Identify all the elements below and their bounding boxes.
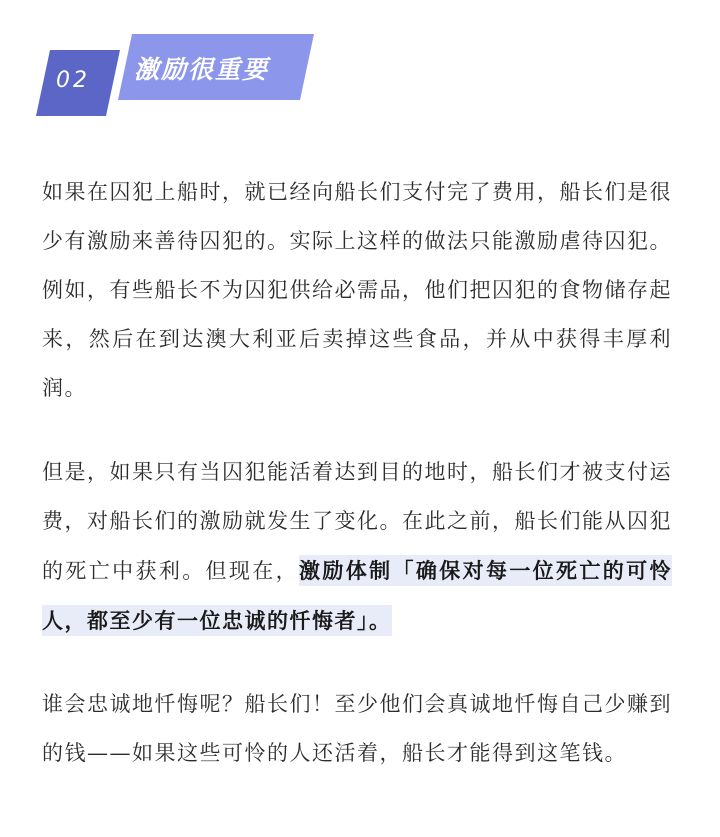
paragraph-2 [42, 448, 672, 646]
paragraph-2-text: 但是，如果只有当囚犯能活着达到目的地时，船长们才被支付运费，对船长们的激励就发生了变化。在此之前，船长们能从囚犯的死亡中获利。但现在， [42, 460, 672, 583]
highlighted-quote: 激励体制「确保对每一位死亡的可怜人，都至少有一位忠诚的忏悔者」。 [42, 555, 672, 636]
section-title: 激励很重要 [134, 55, 270, 84]
paragraph-3: 谁会忠诚地忏悔呢？船长们！至少他们会真诚地忏悔自己少赚到的钱——如果这些可怜的人还活着，船长才能得到这笔钱。 [42, 692, 672, 765]
paragraph-1: 如果在囚犯上船时，就已经向船长们支付完了费用，船长们是很少有激励来善待囚犯的。实际上这样的做法只能激励虐待囚犯。例如，有些船长不为囚犯供给必需品，他们把囚犯的食物储存起来，然后在到达澳大利亚后卖掉这些食品，并从中获得丰厚利润。 [42, 180, 672, 400]
section-number: 02 [56, 68, 90, 93]
section-header [36, 34, 326, 118]
